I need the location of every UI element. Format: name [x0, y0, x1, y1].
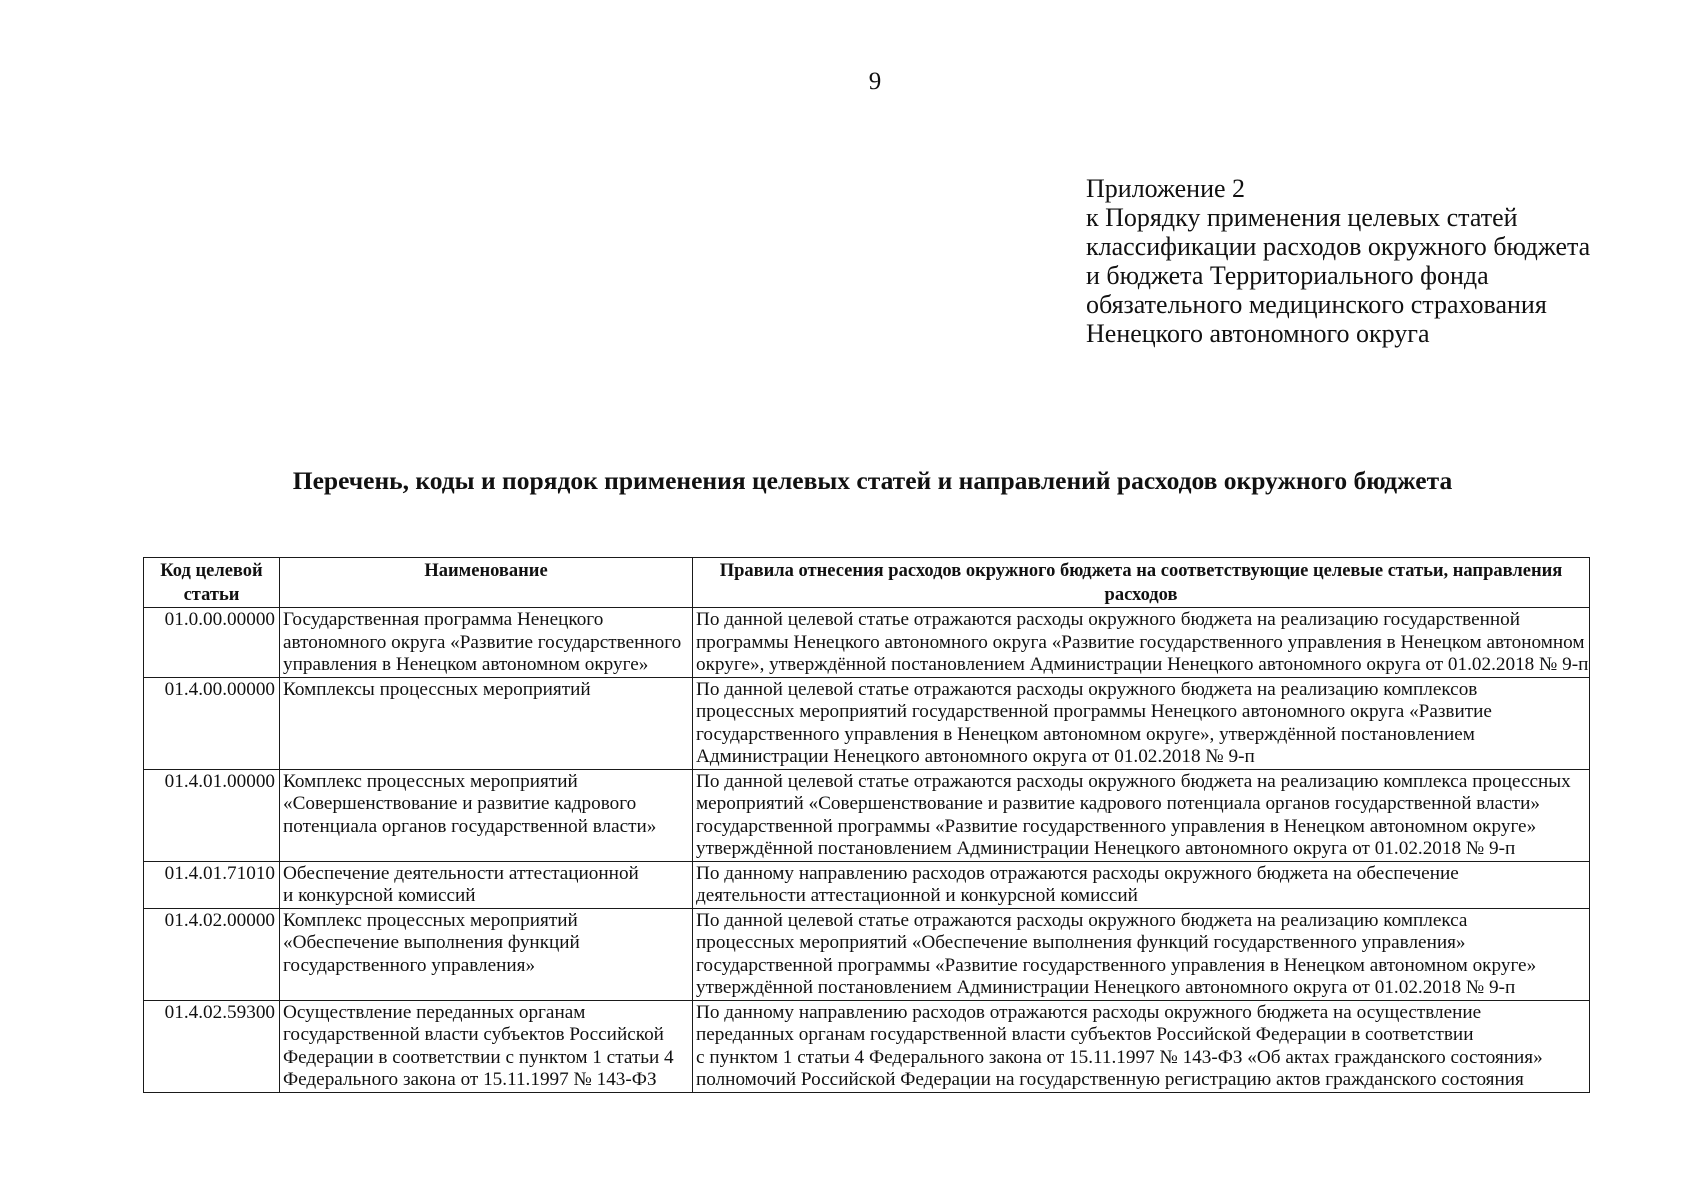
header-name	[280, 558, 693, 608]
row-code: 01.4.00.00000	[144, 677, 280, 769]
target-articles-table	[143, 557, 1590, 1093]
row-rule	[693, 677, 1590, 769]
header-line: Правила отнесения расходов окружного бюджета	[719, 561, 1132, 581]
rule-line: с пунктом 1 статьи 4 Федерального закона от 15.11.1997 № 143-ФЗ «Об актах гражданского состояния»	[696, 1046, 1543, 1068]
rule-line: государственной программы «Развитие государственного управления в Ненецком автономном округе»	[696, 954, 1537, 976]
header-line: на соответствующие целевые статьи, направления расходов	[1104, 561, 1563, 605]
rule-line: По данной целевой статье отражаются расходы окружного бюджета на реализацию комплекса	[696, 909, 1468, 931]
rule-line: Администрации Ненецкого автономного округа от 01.02.2018 № 9-п	[696, 746, 1255, 767]
name-line: Комплекс процессных мероприятий	[283, 909, 578, 931]
row-rule	[693, 769, 1590, 861]
row-rule	[693, 861, 1590, 908]
header-code	[144, 558, 280, 608]
table-row	[144, 608, 1590, 678]
row-name	[280, 908, 693, 1000]
name-line: Государственная программа Ненецкого	[283, 609, 604, 630]
row-name	[280, 608, 693, 678]
rule-line: округе», утверждённой постановлением Администрации Ненецкого автономного округа от 01.02.2018 № 9-п	[696, 654, 1589, 675]
name-line: Федерального закона от 15.11.1997 № 143-ФЗ	[283, 1069, 657, 1090]
name-line: управления в Ненецком автономном округе»	[283, 654, 649, 675]
document-title: Перечень, коды и порядок применения целевых статей и направлений расходов окружного бюджета	[292, 466, 1453, 495]
page-number: 9	[868, 68, 882, 95]
row-code: 01.4.01.71010	[144, 861, 280, 908]
rule-line: полномочий Российской Федерации на государственную регистрацию актов гражданского состояния	[696, 1069, 1524, 1090]
rule-line: По данной целевой статье отражаются расходы окружного бюджета на реализацию комплекса процессных	[696, 770, 1571, 792]
row-rule	[693, 908, 1590, 1000]
name-line: потенциала органов государственной власти»	[283, 815, 657, 837]
name-line: Осуществление переданных органам	[283, 1001, 586, 1023]
appendix-line: Ненецкого автономного округа	[1086, 319, 1430, 348]
rule-line: процессных мероприятий государственной программы Ненецкого автономного округа «Развитие	[696, 701, 1492, 722]
rule-line: деятельности аттестационной и конкурсной комиссий	[696, 885, 1138, 906]
row-name	[280, 769, 693, 861]
header-line: Наименование	[424, 561, 548, 581]
rule-line: мероприятий «Совершенствование и развитие кадрового потенциала органов государственной власти»	[696, 793, 1540, 814]
header-line: Код целевой	[160, 561, 263, 581]
table-row	[144, 908, 1590, 1000]
table-row	[144, 769, 1590, 861]
rule-line: государственного управления в Ненецком автономном округе», утверждённой постановлением	[696, 723, 1475, 745]
name-line: Комплексы процессных мероприятий	[283, 678, 591, 700]
rule-line: процессных мероприятий «Обеспечение выполнения функций государственного управления»	[696, 932, 1466, 953]
row-code: 01.4.01.00000	[144, 769, 280, 861]
appendix-line: классификации расходов окружного бюджета	[1086, 232, 1591, 261]
rule-line: утверждённой постановлением Администрации Ненецкого автономного округа от 01.02.2018 № 9-п	[696, 838, 1516, 859]
row-code: 01.0.00.00000	[144, 608, 280, 678]
name-line: государственного управления»	[283, 954, 536, 976]
rule-line: По данному направлению расходов отражаются расходы окружного бюджета на обеспечение	[696, 862, 1459, 884]
table-row	[144, 1000, 1590, 1092]
name-line: государственной власти субъектов Российской	[283, 1024, 664, 1045]
appendix-line: Приложение 2	[1086, 174, 1246, 203]
table-row	[144, 861, 1590, 908]
appendix-block	[1086, 174, 1686, 348]
rule-line: программы Ненецкого автономного округа «Развитие государственного управления в Ненецком автономном	[696, 631, 1585, 653]
row-code: 01.4.02.00000	[144, 908, 280, 1000]
name-line: автономного округа «Развитие государственного	[283, 631, 682, 653]
name-line: и конкурсной комиссий	[283, 885, 476, 906]
name-line: Федерации в соответствии с пунктом 1 статьи 4	[283, 1046, 674, 1068]
name-line: «Совершенствование и развитие кадрового	[283, 793, 637, 814]
row-code: 01.4.02.59300	[144, 1000, 280, 1092]
row-rule	[693, 608, 1590, 678]
row-name	[280, 677, 693, 769]
rule-line: утверждённой постановлением Администрации Ненецкого автономного округа от 01.02.2018 № 9-п	[696, 977, 1516, 998]
name-line: Обеспечение деятельности аттестационной	[283, 862, 639, 884]
row-name	[280, 1000, 693, 1092]
row-name	[280, 861, 693, 908]
appendix-line: обязательного медицинского страхования	[1086, 290, 1547, 319]
table-header-row	[144, 558, 1590, 608]
row-rule	[693, 1000, 1590, 1092]
appendix-line: и бюджета Территориального фонда	[1086, 261, 1489, 290]
name-line: «Обеспечение выполнения функций	[283, 932, 580, 953]
header-line: статьи	[183, 585, 240, 605]
rule-line: По данному направлению расходов отражаются расходы окружного бюджета на осуществление	[696, 1001, 1482, 1023]
appendix-line: к Порядку применения целевых статей	[1086, 203, 1518, 232]
rule-line: переданных органам государственной власти субъектов Российской Федерации в соответствии	[696, 1024, 1474, 1045]
table-row	[144, 677, 1590, 769]
header-rule	[693, 558, 1590, 608]
rule-line: государственной программы «Развитие государственного управления в Ненецком автономном округе»	[696, 815, 1537, 837]
rule-line: По данной целевой статье отражаются расходы окружного бюджета на реализацию комплексов	[696, 678, 1478, 700]
name-line: Комплекс процессных мероприятий	[283, 770, 578, 792]
rule-line: По данной целевой статье отражаются расходы окружного бюджета на реализацию государственной	[696, 609, 1521, 630]
